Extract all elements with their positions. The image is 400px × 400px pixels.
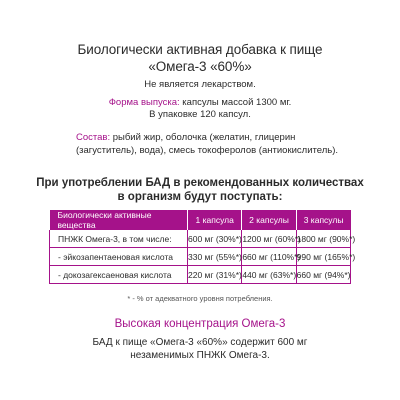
usage-heading <box>0 176 400 204</box>
not-medicine-note: Не является лекарством. <box>144 79 256 90</box>
table-header-row <box>50 210 351 230</box>
composition-label: Состав: <box>76 132 111 143</box>
nutrient-table-grid <box>49 210 356 284</box>
high-concentration-text <box>0 337 400 362</box>
table-cell: ПНЖК Омега-3, в том числе: <box>50 230 188 248</box>
footnote: * - % от адекватного уровня потребления. <box>127 294 273 303</box>
product-title <box>0 41 400 75</box>
release-form-label: Форма выпуска: <box>108 97 180 108</box>
product-title-line1: Биологически активная добавка к пище <box>77 42 323 57</box>
table-cell: 600 мг (30%*) <box>188 230 242 248</box>
table-cell: - докозагексаеновая кислота <box>50 266 188 284</box>
table-cell: 990 мг (165%*) <box>296 248 350 266</box>
package-count: В упаковке 120 капсул. <box>149 109 251 120</box>
composition-text: рыбий жир, оболочка (желатин, глицерин (загуститель), вода), смесь токоферолов (антиокислитель). <box>76 132 339 156</box>
high-concentration-title: Высокая концентрация Омега-3 <box>114 318 286 330</box>
table-cell: 1800 мг (90%*) <box>296 230 350 248</box>
release-form <box>0 97 400 121</box>
table-row <box>50 266 351 284</box>
table-cell: 440 мг (63%*) <box>242 266 296 284</box>
table-cell: 330 мг (55%*) <box>188 248 242 266</box>
table-header-cell: Биологически активные вещества <box>50 210 188 230</box>
nutrient-table <box>49 210 356 290</box>
composition <box>76 132 346 157</box>
usage-heading-line2: в организм будут поступать: <box>117 191 283 203</box>
table-cell: 220 мг (31%*) <box>188 266 242 284</box>
table-header-cell: 2 капсулы <box>242 210 296 230</box>
table-cell: 660 мг (94%*) <box>296 266 350 284</box>
table-header-cell: 3 капсулы <box>296 210 350 230</box>
table-row <box>50 230 351 248</box>
table-header-cell: 1 капсула <box>188 210 242 230</box>
product-title-line2: «Омега-3 «60%» <box>148 59 252 74</box>
table-cell: 1200 мг (60%*) <box>242 230 296 248</box>
table-cell: - эйкозапентаеновая кислота <box>50 248 188 266</box>
table-cell: 660 мг (110%*) <box>242 248 296 266</box>
release-form-text: капсулы массой 1300 мг. <box>179 97 292 108</box>
high-concentration-line1: БАД к пище «Омега-3 «60%» содержит 600 мг <box>92 337 308 348</box>
table-row <box>50 248 351 266</box>
usage-heading-line1: При употреблении БАД в рекомендованных количествах <box>36 177 364 189</box>
high-concentration-line2: незаменимых ПНЖК Омега-3. <box>130 349 270 361</box>
